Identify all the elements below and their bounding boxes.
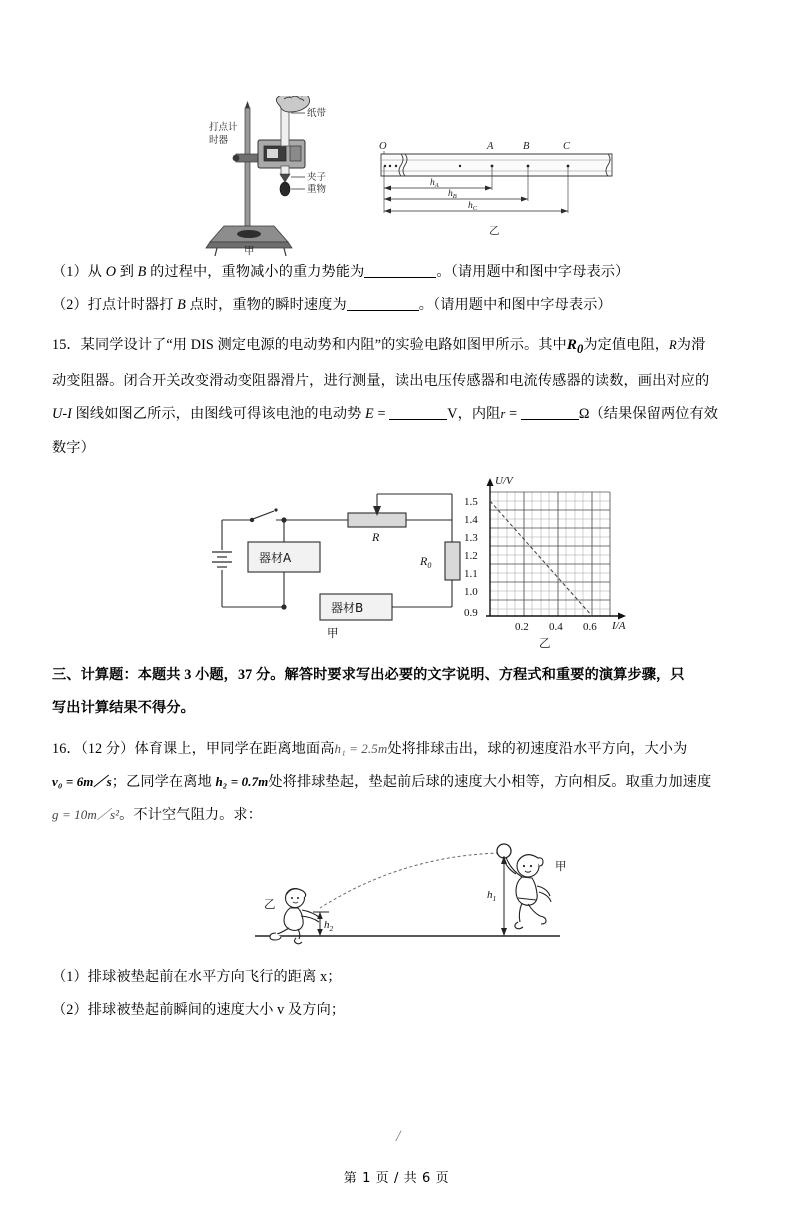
q14p1-mid: 到	[116, 264, 138, 280]
ui-y-axis-label: U/V	[495, 474, 513, 487]
dimension-h1	[501, 856, 507, 936]
q16p1-text: （1）排球被垫起前在水平方向飞行的距离 x；	[52, 968, 342, 985]
question15-line2	[52, 372, 741, 391]
circuit-device-b-label: 器材B	[331, 600, 364, 615]
ui-x-axis-label: I/A	[612, 619, 626, 632]
q16-formula-h1: h₁ = 2.5m	[334, 741, 388, 757]
question16-line1	[52, 740, 741, 759]
figure-volleyball-svg	[52, 840, 742, 960]
tape-dim-hB: $h_B$	[448, 189, 457, 200]
tape-point-C: C	[563, 141, 571, 152]
volleyball-label-yi: 乙	[264, 896, 276, 911]
ui-xtick-0.6: 0.6	[583, 620, 597, 633]
q16l1-b: 处将排球击出，球的初速度沿水平方向，大小为	[387, 741, 688, 758]
paper-tape-diagram	[381, 151, 612, 214]
ui-xtick-0.2: 0.2	[515, 620, 529, 633]
caption-jia: 甲	[244, 245, 255, 256]
page-footer	[0, 1167, 793, 1186]
answer-blank-q14-2[interactable]	[347, 310, 419, 311]
figure-volleyball-trajectory	[52, 840, 741, 958]
figure-circuit-graph-svg	[52, 472, 742, 657]
ui-xtick-0.4: 0.4	[549, 620, 563, 633]
caption-yi: 乙	[489, 225, 500, 237]
section3-line2	[52, 699, 741, 718]
ui-ytick-0.9: 0.9	[464, 606, 478, 619]
volleyball-dim-h1: $h_1$	[487, 888, 497, 903]
dot-timer-apparatus	[206, 96, 310, 256]
question16-line3	[52, 806, 741, 825]
q15l4: 数字）	[52, 439, 95, 456]
node-bottom	[281, 604, 286, 609]
q16-formula-h2: h₂ = 0.7m	[215, 774, 269, 790]
q15l2: 动变阻器。闭合开关改变滑动变阻器滑片，进行测量，读出电压传感器和电流传感器的读数，画出对应的	[52, 373, 710, 390]
circuit-label-R: R	[372, 529, 380, 544]
answer-blank-internal-resistance[interactable]	[521, 419, 579, 420]
q15-symbol-R: R	[669, 338, 677, 353]
label-timer-line2: 时器	[209, 135, 229, 146]
question16-part2	[52, 1001, 741, 1020]
q15-UI-label: U-I	[52, 406, 72, 423]
ui-ytick-1.1: 1.1	[464, 567, 478, 580]
ui-ytick-1.4: 1.4	[464, 513, 478, 526]
q14p1-prefix: （1）从	[52, 264, 106, 280]
x-axis-arrow	[618, 612, 626, 619]
volleyball-label-jia: 甲	[555, 858, 567, 873]
figure-circuit-and-graph	[52, 472, 741, 652]
q15-symbol-R0	[566, 337, 584, 357]
q15l1-c: 为滑	[676, 337, 706, 354]
q16l2-b: 处将排球垫起，垫起前后球的速度大小相等，方向相反。取重力加速度	[268, 774, 712, 791]
q15l1-a: 15．某同学设计了“用 DIS 测定电源的电动势和内阻”的实验电路如图甲所示。其中	[52, 337, 567, 354]
volleyball-dim-h2: $h_2$	[324, 918, 334, 933]
tape-dim-hA: $h_A$	[430, 178, 439, 189]
q14p2-sym-B: B	[177, 297, 186, 314]
q15-unit-ohm: Ω	[578, 406, 590, 423]
q15l1-b: 为定值电阻，	[583, 337, 670, 354]
volleyball	[497, 844, 511, 858]
answer-blank-emf[interactable]	[389, 419, 447, 420]
q15l3-eq: =	[373, 406, 390, 423]
q16-formula-v0: v₀ = 6m／s	[52, 774, 112, 790]
question14-part1	[52, 263, 741, 282]
ui-ytick-1.3: 1.3	[464, 531, 478, 544]
tape-point-B: B	[523, 141, 530, 152]
tape-point-O: O	[379, 141, 387, 152]
q15-unit-V: V	[447, 406, 458, 423]
label-clip: 夹子	[307, 172, 327, 183]
question15-line1	[52, 335, 741, 358]
label-paper-tape: 纸带	[307, 108, 327, 119]
answer-blank-q14-1[interactable]	[364, 277, 436, 278]
q16l1-a: 16．（12 分）体育课上，甲同学在距离地面高	[52, 741, 335, 758]
ui-caption-yi: 乙	[539, 635, 551, 650]
circuit-caption-jia: 甲	[327, 625, 339, 640]
page-number-text: 第 1 页 / 共 6 页	[343, 1171, 450, 1186]
q15l3-c: ，内阻	[457, 406, 501, 423]
question14-part2	[52, 296, 741, 315]
q14p2-text: 点时，重物的瞬时速度为	[185, 297, 347, 314]
player-jia	[503, 854, 551, 928]
q14p2-prefix: （2）打点计时器打	[52, 297, 178, 314]
circuit-device-a-label: 器材A	[259, 550, 292, 565]
q14p1-sym-B: B	[137, 264, 147, 280]
y-axis-arrow	[487, 478, 494, 486]
label-timer-line1: 打点计	[209, 122, 238, 133]
section3-text2: 写出计算结果不得分。	[52, 699, 195, 716]
ui-ytick-1.5: 1.5	[464, 495, 478, 508]
q15l3-b: 图线如图乙所示，由图线可得该电池的电动势	[72, 406, 366, 423]
tape-point-A: A	[487, 141, 494, 152]
stray-slash-mark: /	[396, 1128, 401, 1145]
fixed-resistor-body	[445, 542, 460, 580]
exam-page	[0, 96, 793, 1218]
q15l3-eq2: =	[505, 406, 521, 423]
q15-R0-sub: 0	[576, 342, 584, 357]
q16l2-a: ；乙同学在离地	[111, 774, 216, 791]
figure-timer-and-tape	[52, 96, 741, 256]
q15-R0-letter: R	[566, 337, 577, 354]
ui-graph	[486, 478, 626, 620]
label-weight: 重物	[307, 184, 327, 195]
question16-part1	[52, 968, 741, 987]
section3-line1	[52, 666, 741, 685]
trajectory-path	[320, 853, 499, 908]
q14p1-suffix: 。（请用题中和图中字母表示）	[436, 264, 630, 280]
ui-ytick-1.2: 1.2	[464, 549, 478, 562]
figure-timer-tape-svg	[52, 96, 742, 256]
question15-line4	[52, 439, 741, 458]
q15l3-d: （结果保留两位有效	[589, 406, 719, 423]
tape-dim-hC: $h_C$	[468, 201, 478, 212]
question15-line3	[52, 405, 741, 424]
q16l3-a: 。不计空气阻力。求：	[119, 807, 263, 824]
q14p2-suffix: 。（请用题中和图中字母表示）	[418, 297, 612, 314]
q14p1-text: 的过程中，重物减小的重力势能为	[146, 264, 365, 280]
q16-formula-g: g = 10m／s²	[52, 807, 120, 823]
section3-text1: 三、计算题：本题共 3 小题，37 分。解答时要求写出必要的文字说明、方程式和重要的演算步骤，只	[52, 666, 685, 683]
q15-symbol-E: E	[365, 406, 374, 423]
ui-ytick-1.0: 1.0	[464, 585, 478, 598]
q16p2-text: （2）排球被垫起前瞬间的速度大小 v 及方向；	[52, 1001, 346, 1018]
q14p1-sym-O: O	[105, 264, 117, 280]
q15-symbol-r: r	[500, 407, 506, 422]
question16-line2	[52, 773, 741, 792]
circuit-label-R0: $R_0$	[420, 553, 432, 570]
